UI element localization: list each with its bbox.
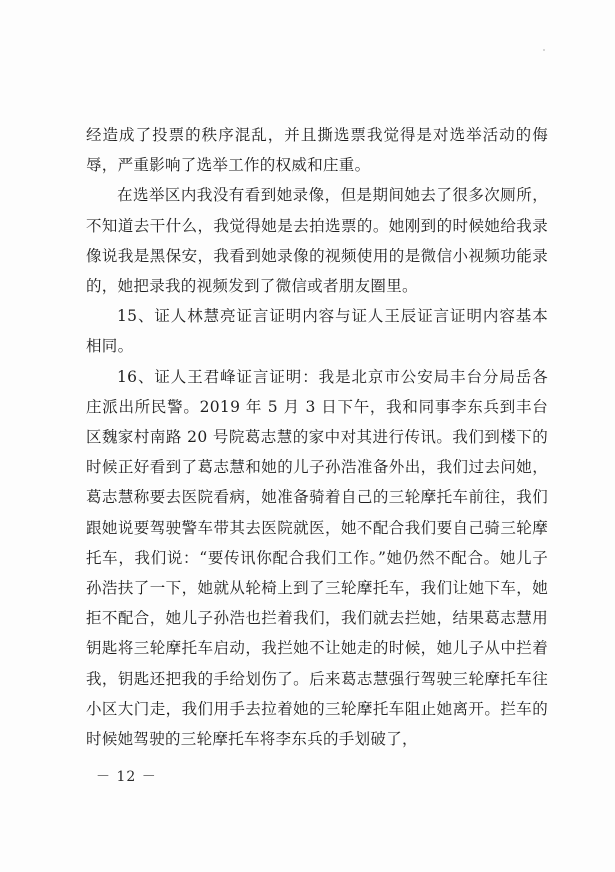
paragraph-continuation: 经造成了投票的秩序混乱，并且撕选票我觉得是对选举活动的侮辱，严重影响了选举工作的权威和庄重。 — [86, 126, 548, 175]
body-text — [86, 120, 548, 754]
paragraph-item-15: 15、证人林慧亮证言证明内容与证人王辰证言证明内容基本相同。 — [86, 307, 548, 356]
scan-speck — [543, 49, 545, 51]
page-number: － 12 － — [96, 769, 157, 785]
paragraph-item-16: 16、证人王君峰证言证明：我是北京市公安局丰台分局岳各庄派出所民警。2019 年 5 月 3 日下午，我和同事李东兵到丰台区魏家村南路 20 号院葛志慧的家中对其进行传讯。我们到楼下的时候正好看到了葛志慧和她的儿子孙浩准备外出，我们过去问她，葛志慧称要去医院看病，她准备骑着自己的三轮摩托车前往，我们跟她说要驾驶警车带其去医院就医，她不配合我们要自己骑三轮摩托车，我们说：“要传讯你配合我们工作。”她仍然不配合。她儿子孙浩扶了一下，她就从轮椅上到了三轮摩托车，我们让她下车，她拒不配合，她儿子孙浩也拦着我们，我们就去拦她，结果葛志慧用钥匙将三轮摩托车启动，我拦她不让她走的时候，她儿子从中拦着我，钥匙还把我的手给划伤了。后来葛志慧强行驾驶三轮摩托车往小区大门走，我们用手去拉着她的三轮摩托车阻止她离开。拦车的时候她驾驶的三轮摩托车将李东兵的手划破了， — [86, 367, 548, 749]
paragraph-recording-testimony: 在选举区内我没有看到她录像，但是期间她去了很多次厕所，不知道去干什么，我觉得她是去拍选票的。她刚到的时候她给我录像说我是黑保安，我看到她录像的视频使用的是微信小视频功能录的，她把录我的视频发到了微信或者朋友圈里。 — [86, 186, 548, 296]
